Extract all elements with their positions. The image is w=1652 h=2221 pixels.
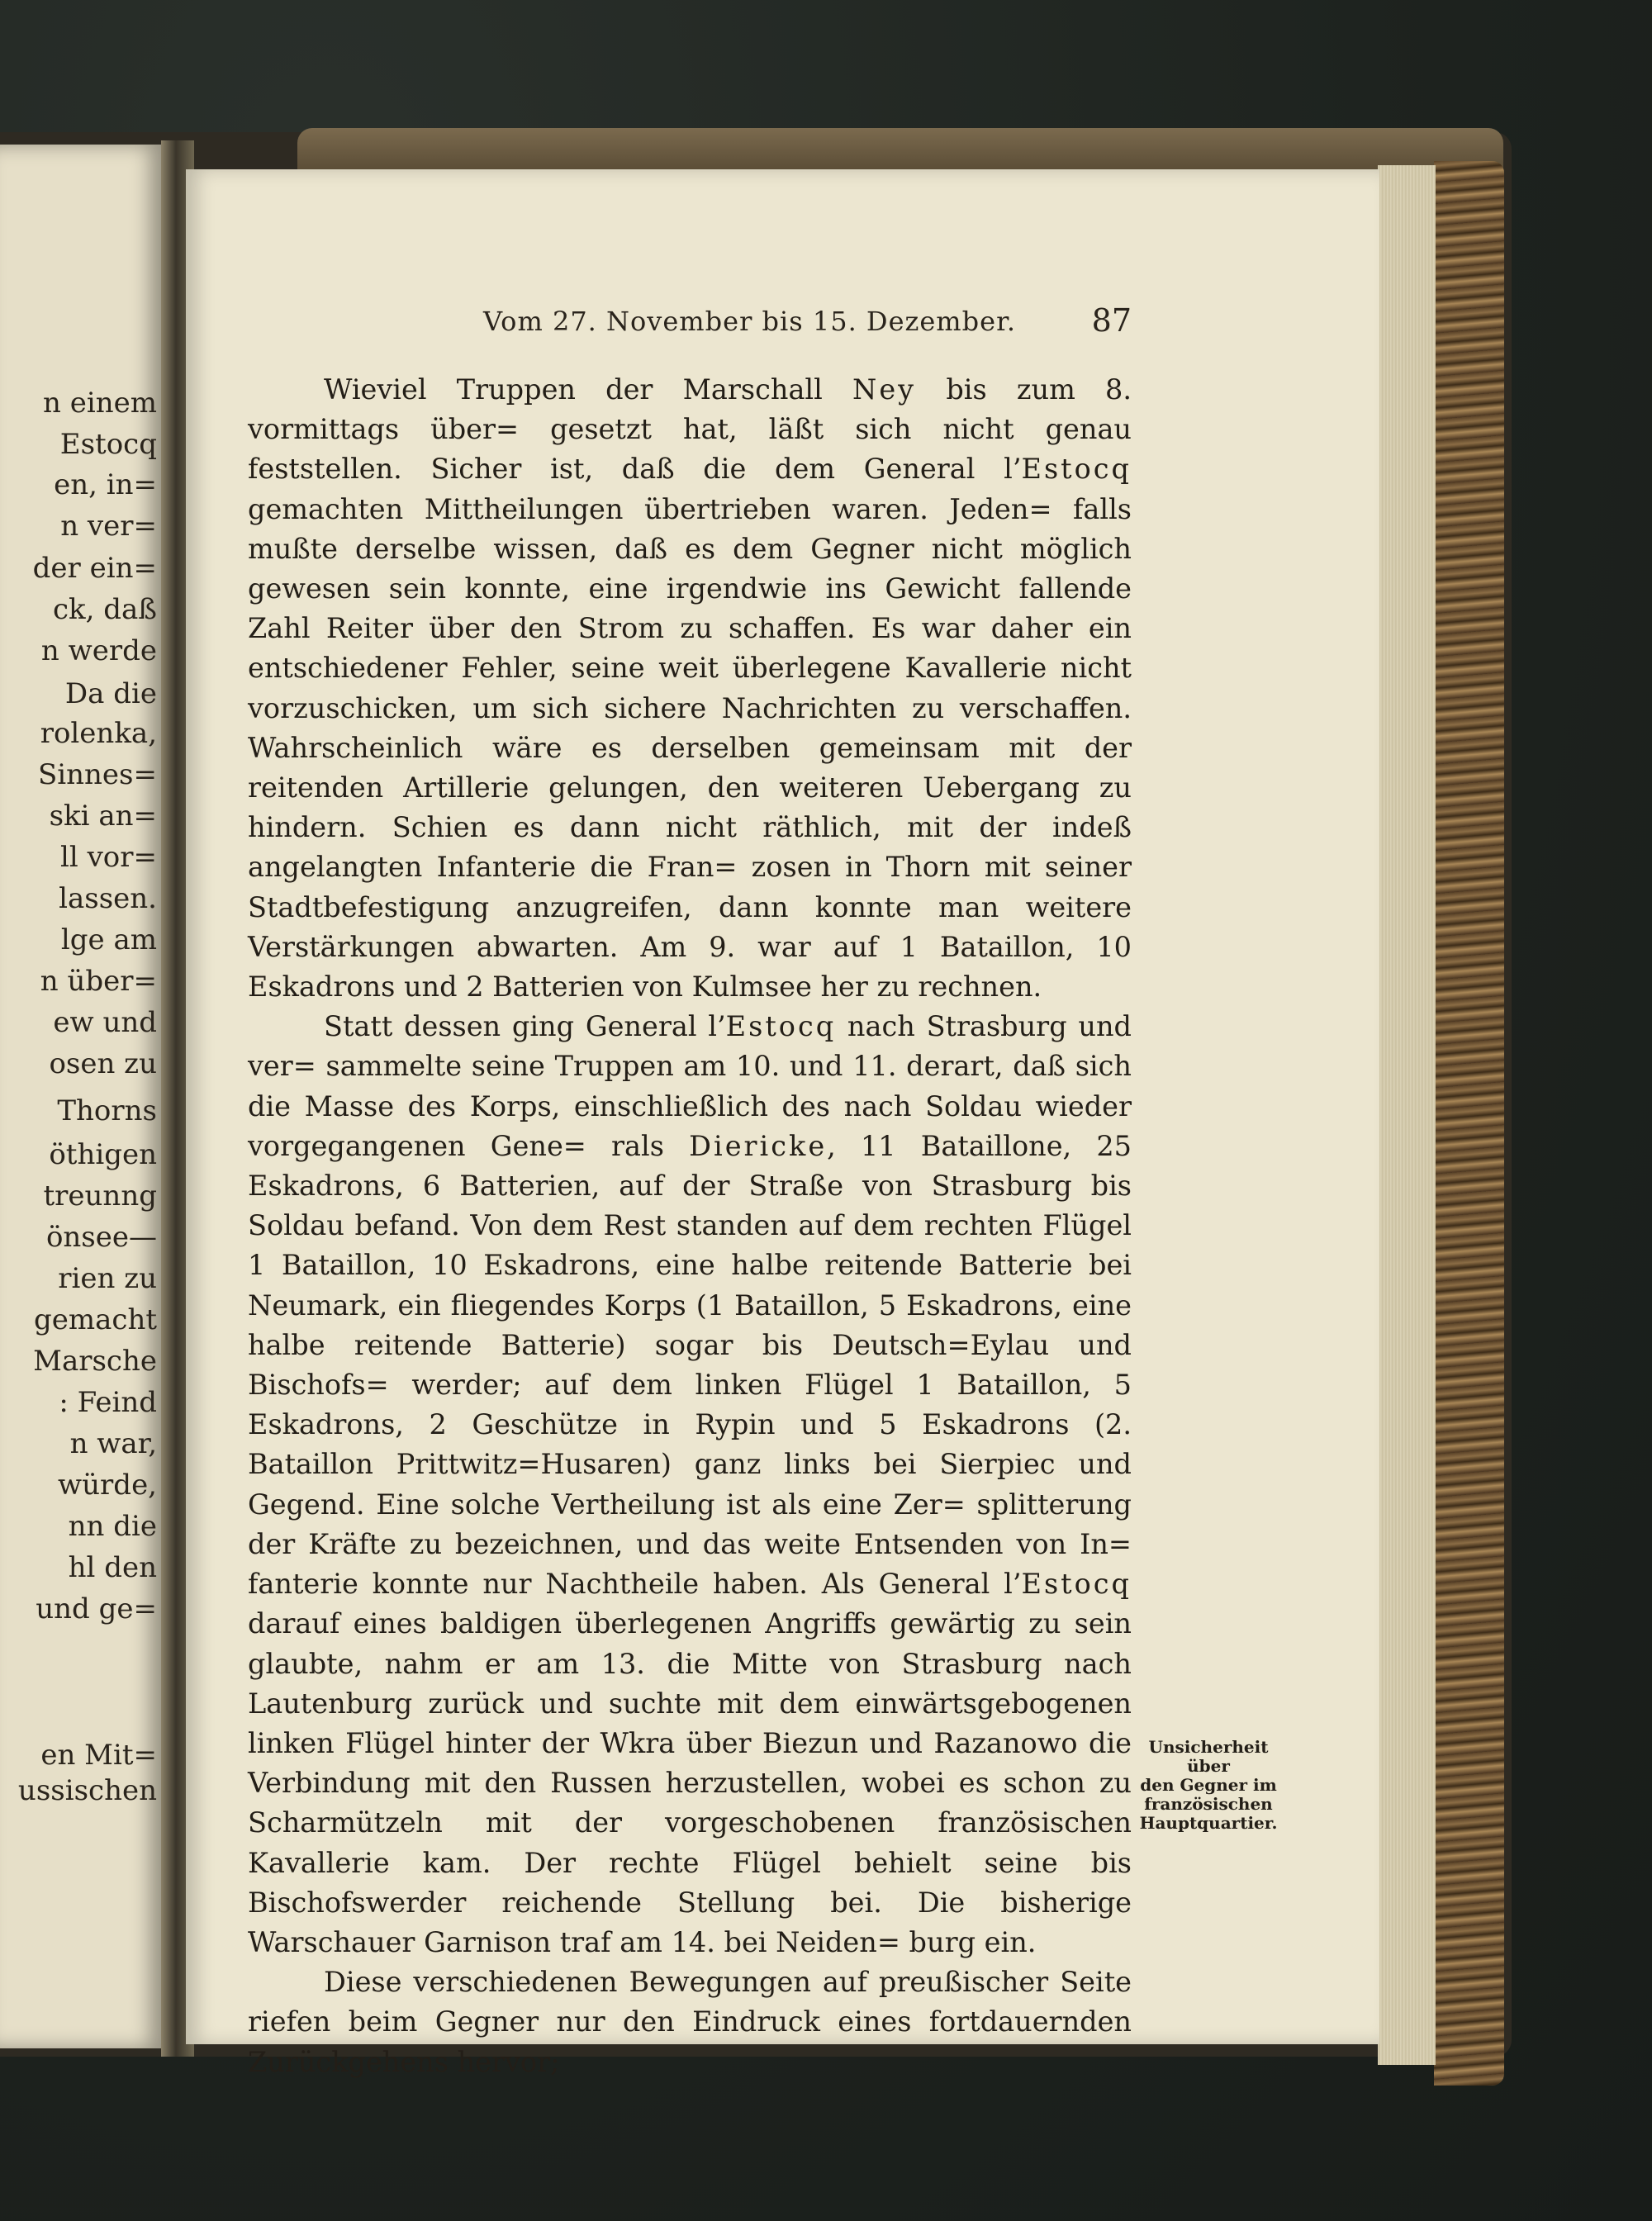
spaced-name: Estocq [1021,453,1132,486]
left-page-line: rien zu [58,1262,157,1295]
left-page-line: hl den [68,1551,157,1584]
left-page-line: n über= [40,965,157,998]
left-page-line: Sinnes= [37,758,157,791]
left-page-line: ski an= [49,800,157,833]
left-page-line: en Mit= [40,1739,157,1772]
left-page-line: önsee— [45,1221,157,1254]
spaced-name: Estocq [1021,1568,1132,1601]
text-segment: gemachten Mittheilungen übertrieben waren. Jeden= falls mußte derselbe wissen, daß es dem Gegner nicht möglich gewesen sein konnte, eine irgendwie ins Gewicht fallende Zahl Reiter über den Strom zu schaffen. Es war daher ein entschiedener Fehler, seine weit überlegene Kavallerie nicht vorzuschicken, um sich sichere Nachrichten zu verschaffen. Wahrscheinlich wäre es derselben gemeinsam mit der reitenden Artillerie gelungen, den weiteren Uebergang zu hindern. Schien es dann nicht räthlich, mit der indeß angelangten Infanterie die Fran= zosen in Thorn mit seiner Stadtbefestigung anzugreifen, dann konnte man weitere Verstärkungen abwarten. Am 9. war auf 1 Bataillon, 10 Eskadrons und 2 Batterien von Kulmsee her zu rechnen. [248,492,1132,1004]
book-cover-top [297,128,1503,169]
margin-note-line: Unsicherheit über [1148,1737,1269,1776]
left-page-line: treunng [43,1179,157,1213]
spaced-name: Diericke [689,1129,828,1162]
left-page-line: ew und [53,1006,157,1039]
spaced-name: Ney [852,373,917,406]
left-page-line: würde, [58,1469,157,1502]
marbled-cover-edge [1434,161,1504,2086]
left-page-line: n war, [69,1427,157,1460]
text-segment: bis zum 8. vormittags über= gesetzt hat, läßt sich nicht genau feststellen. Sicher ist, daß die dem General l’ [248,373,1132,486]
text-segment: , 11 Bataillone, 25 Eskadrons, 6 Batterien, auf der Straße von Strasburg bis Soldau befand. Von dem Rest standen auf dem rechten Flügel 1 Bataillon, 10 Eskadrons, eine halbe reitende Batterie bei Neumark, ein fliegendes Korps (1 Bataillon, 5 Eskadrons, eine halbe reitende Batterie) sogar bis Deutsch=Eylau und Bischofs= werder; auf dem linken Flügel 1 Bataillon, 5 Eskadrons, 2 Geschütze in Rypin und 5 Eskadrons (2. Bataillon Prittwitz=Husaren) ganz links bei Sierpiec und Gegend. Eine solche Vertheilung ist als eine Zer= splitterung der Kräfte zu bezeichnen, und das weite Entsenden von In= fanterie konnte nur Nachtheile haben. Als General l’ [248,1129,1132,1601]
left-page-line: Thorns [57,1094,157,1127]
left-page-line: en, in= [54,468,157,501]
left-page-line: : Feind [59,1386,157,1419]
page-header [248,302,1132,347]
text-segment: Statt dessen ging General l’ [324,1010,726,1043]
left-page-line: Da die [64,677,157,710]
margin-note-line: den Gegner im [1140,1775,1277,1795]
spaced-name: Estocq [725,1010,837,1043]
left-page-line: Estocq [59,428,157,461]
text-segment: Diese verschiedenen Bewegungen auf preußischer Seite riefen beim Gegner nur den Eindruck eines fortdauernden Zurückgehens hervor; [248,1966,1132,2078]
left-page-line: der ein= [32,552,157,585]
left-page-line: n ver= [60,510,157,543]
left-page-line: lge am [60,923,157,956]
left-page-line: osen zu [49,1047,157,1080]
margin-note-line: französischen [1144,1794,1273,1814]
left-page-line: ussischen [17,1774,157,1807]
left-page-line: Marsche [33,1345,157,1378]
running-title: Vom 27. November bis 15. Dezember. [483,306,1017,337]
left-page-line: und ge= [36,1592,157,1625]
text-segment: darauf eines baldigen überlegenen Angriffs gewärtig zu sein glaubte, nahm er am 13. die Mitte von Strasburg nach Lautenburg zurück und suchte mit dem einwärtsgebogenen linken Flügel hinter der Wkra über Biezun und Razanowo die Verbindung mit den Russen herzustellen, wobei es schon zu Scharmützeln mit der vorgeschobenen französischen Kavallerie kam. Der rechte Flügel behielt seine bis Bischofswerder reichende Stellung bei. Die bisherige Warschauer Garnison traf am 14. bei Neiden= burg ein. [248,1607,1132,1958]
text-segment: nach Strasburg und ver= sammelte seine Truppen am 10. und 11. derart, daß sich die Masse des Korps, einschließlich des nach Soldau wieder vorgegangenen Gene= rals [248,1010,1132,1162]
left-page-line: ll vor= [60,841,157,874]
margin-note-line: Hauptquartier. [1139,1813,1278,1833]
page-edge-stack [1378,165,1436,2065]
left-page-line: lassen. [59,882,157,915]
paragraph [248,1007,1132,1962]
page-number: 87 [1091,302,1132,339]
left-page-line: rolenka, [40,717,157,750]
body-text [248,370,1132,2082]
paragraph [248,1962,1132,2082]
margin-note [1138,1738,1279,1833]
left-page-line: öthigen [49,1138,157,1171]
left-page-line: gemacht [34,1303,157,1336]
left-page-line: n werde [40,634,157,667]
text-segment: Wieviel Truppen der Marschall [324,373,853,406]
left-page-line: nn die [68,1510,157,1543]
left-page-line: ck, daß [52,593,157,626]
paragraph [248,370,1132,1007]
left-page-line: n einem [43,387,157,420]
left-page [0,145,165,2048]
